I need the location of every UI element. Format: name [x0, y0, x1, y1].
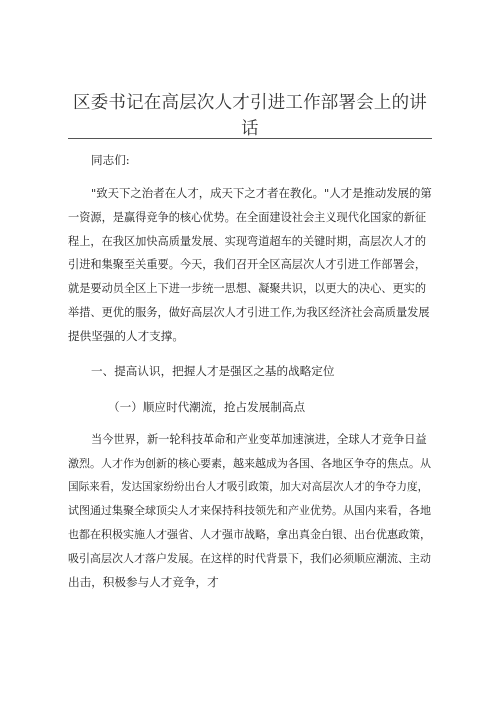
paragraph-line: 激烈。人才作为创新的核心要素，越来越成为各国、各地区争夺的焦点。从	[68, 456, 431, 470]
paragraph-line: 举措、更优的服务，做好高层次人才引进工作,为我区经济社会高质量发展	[68, 305, 430, 319]
paragraph-line: 就是要动员全区上下进一步统一思想、凝聚共识，以更大的决心、更实的	[68, 282, 427, 296]
section-heading-1	[68, 360, 432, 384]
heading-text: 一、提高认识，把握人才是强区之基的战略定位	[91, 364, 335, 378]
paragraph-intro	[68, 182, 432, 349]
paragraph-line: 试图通过集聚全球顶尖人才来保持科技领先和产业优势。从国内来看，各地	[68, 504, 431, 518]
paragraph-body	[68, 428, 432, 595]
document-title	[68, 90, 432, 142]
subheading-text: （一）顺应时代潮流，抢占发展制高点	[108, 400, 306, 414]
paragraph-line: 引进和集聚至关重要。今天，我们召开全区高层次人才引进工作部署会，	[68, 258, 427, 272]
paragraph-line: 提供坚强的人才支撑。	[68, 328, 184, 343]
paragraph-line: "致天下之治者在人才，成天下之才者在教化。"人才是推动发展的第	[91, 186, 432, 200]
greeting-text: 同志们:	[91, 153, 130, 167]
paragraph-line: 国际来看，发达国家纷纷出台人才吸引政策，加大对高层次人才的争夺力度，	[68, 480, 429, 493]
title-line-1: 区委书记在高层次人才引进工作部署会上的讲	[73, 93, 427, 113]
paragraph-line: 出击，积极参与人才竞争，才	[68, 574, 219, 589]
subsection-heading-1	[68, 396, 432, 420]
paragraph-line: 当今世界，新一轮科技革命和产业变革加速演进，全球人才竞争日益	[91, 433, 427, 446]
paragraph-line: 一资源，是赢得竞争的核心优势。在全面建设社会主义现代化国家的新征	[68, 210, 427, 224]
title-divider	[68, 138, 432, 139]
greeting	[68, 149, 432, 173]
paragraph-line: 程上，在我区加快高质量发展、实现弯道超车的关键时期，高层次人才的	[68, 234, 427, 248]
title-line-2: 话	[241, 119, 259, 139]
paragraph-line: 吸引高层次人才落户发展。在这样的时代背景下，我们必须顺应潮流、主动	[68, 551, 431, 565]
paragraph-line: 也都在积极实施人才强省、人才强市战略，拿出真金白银、出台优惠政策，	[68, 528, 431, 542]
